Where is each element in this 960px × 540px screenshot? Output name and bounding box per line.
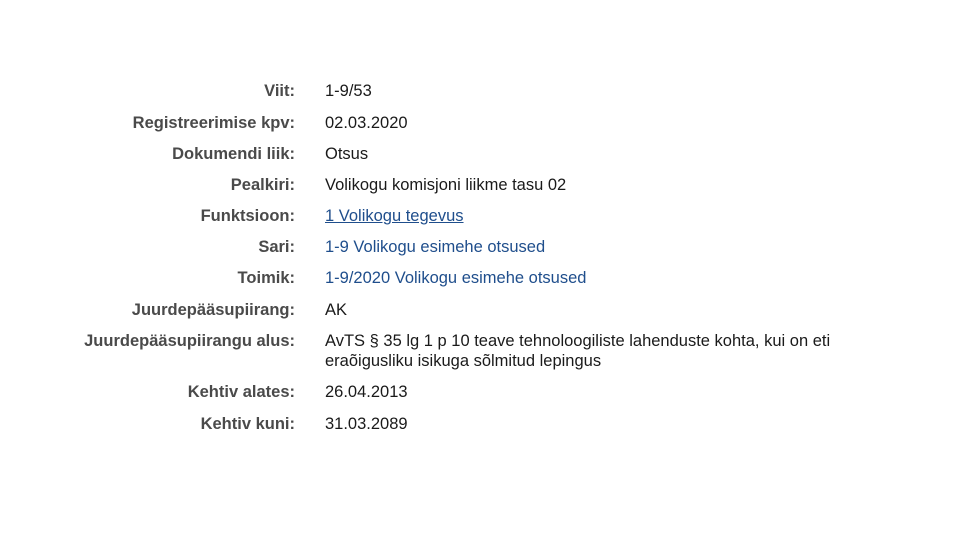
field-value-dokumendi-liik: Otsus (325, 145, 369, 163)
field-label-toimik: Toimik: (237, 269, 295, 287)
field-label-juurdepaasupiirangu-alus: Juurdepääsupiirangu alus: (84, 332, 295, 350)
field-value-kehtiv-kuni: 31.03.2089 (325, 415, 408, 433)
field-label-pealkiri: Pealkiri: (230, 176, 295, 194)
field-value-juurdepaasupiirangu-alus-line2: eraõigusliku isikuga sõlmitud lepingus (325, 352, 602, 370)
field-value-viit: 1-9/53 (325, 82, 372, 100)
sari-link[interactable]: 1-9 Volikogu esimehe otsused (325, 238, 546, 256)
field-label-funktsioon: Funktsioon: (200, 207, 295, 225)
field-value-juurdepaasupiirang: AK (325, 301, 348, 319)
field-label-juurdepaasupiirang: Juurdepääsupiirang: (131, 301, 295, 319)
field-label-sari: Sari: (258, 238, 295, 256)
field-label-dokumendi-liik: Dokumendi liik: (172, 145, 295, 163)
field-value-pealkiri: Volikogu komisjoni liikme tasu 02 (325, 176, 567, 194)
field-value-kehtiv-alates: 26.04.2013 (325, 383, 408, 401)
field-label-viit: Viit: (264, 82, 295, 100)
field-value-juurdepaasupiirangu-alus: AvTS § 35 lg 1 p 10 teave tehnoloogiliste lahenduste kohta, kui on eti (325, 332, 831, 350)
toimik-link[interactable]: 1-9/2020 Volikogu esimehe otsused (325, 269, 587, 287)
funktsioon-link[interactable]: 1 Volikogu tegevus (325, 207, 464, 225)
field-label-kehtiv-alates: Kehtiv alates: (187, 383, 295, 401)
field-label-registreerimise-kpv: Registreerimise kpv: (132, 114, 295, 132)
field-label-kehtiv-kuni: Kehtiv kuni: (200, 415, 295, 433)
field-value-registreerimise-kpv: 02.03.2020 (325, 114, 408, 132)
